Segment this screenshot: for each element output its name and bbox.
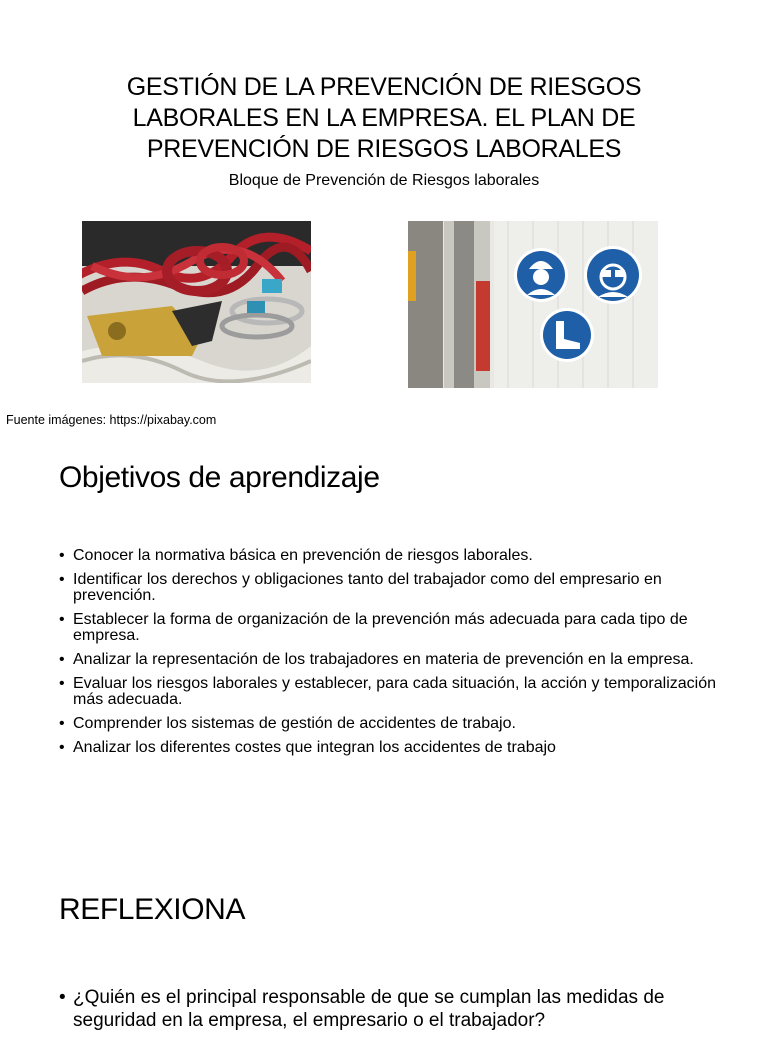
climbing-ropes-carabiners-icon [82,221,311,383]
list-item: • ¿Quién es el principal responsable de que se cumplan las medidas de seguridad en la empresa, el empresario o el trabajador? [59,986,719,1032]
page-title: GESTIÓN DE LA PREVENCIÓN DE RIESGOS LABORALES EN LA EMPRESA. EL PLAN DE PREVENCIÓN DE RIESGOS LABORALES [126,73,642,163]
image-source-caption: Fuente imágenes: https://pixabay.com [6,413,217,427]
list-item: • Analizar la representación de los trabajadores en materia de prevención en la empresa. [59,652,719,668]
list-item: • Identificar los derechos y obligaciones tanto del trabajador como del empresario en prevención. [59,572,719,604]
climbing-gear-image [82,221,311,383]
reflexiona-heading: REFLEXIONA [59,893,246,926]
objectives-heading: Objetivos de aprendizaje [59,461,380,494]
safety-signs-image [408,221,658,388]
list-item: • Comprender los sistemas de gestión de accidentes de trabajo. [59,716,719,732]
objectives-list [59,548,719,764]
page-subtitle: Bloque de Prevención de Riesgos laborales [228,172,540,189]
safety-signs-wall-icon [408,221,658,388]
list-item: • Evaluar los riesgos laborales y establecer, para cada situación, la acción y temporalización más adecuada. [59,676,719,708]
list-item: • Establecer la forma de organización de la prevención más adecuada para cada tipo de empresa. [59,612,719,644]
reflexiona-list [59,986,719,1040]
list-item: • Conocer la normativa básica en prevención de riesgos laborales. [59,548,719,564]
list-item: • Analizar los diferentes costes que integran los accidentes de trabajo [59,740,719,756]
